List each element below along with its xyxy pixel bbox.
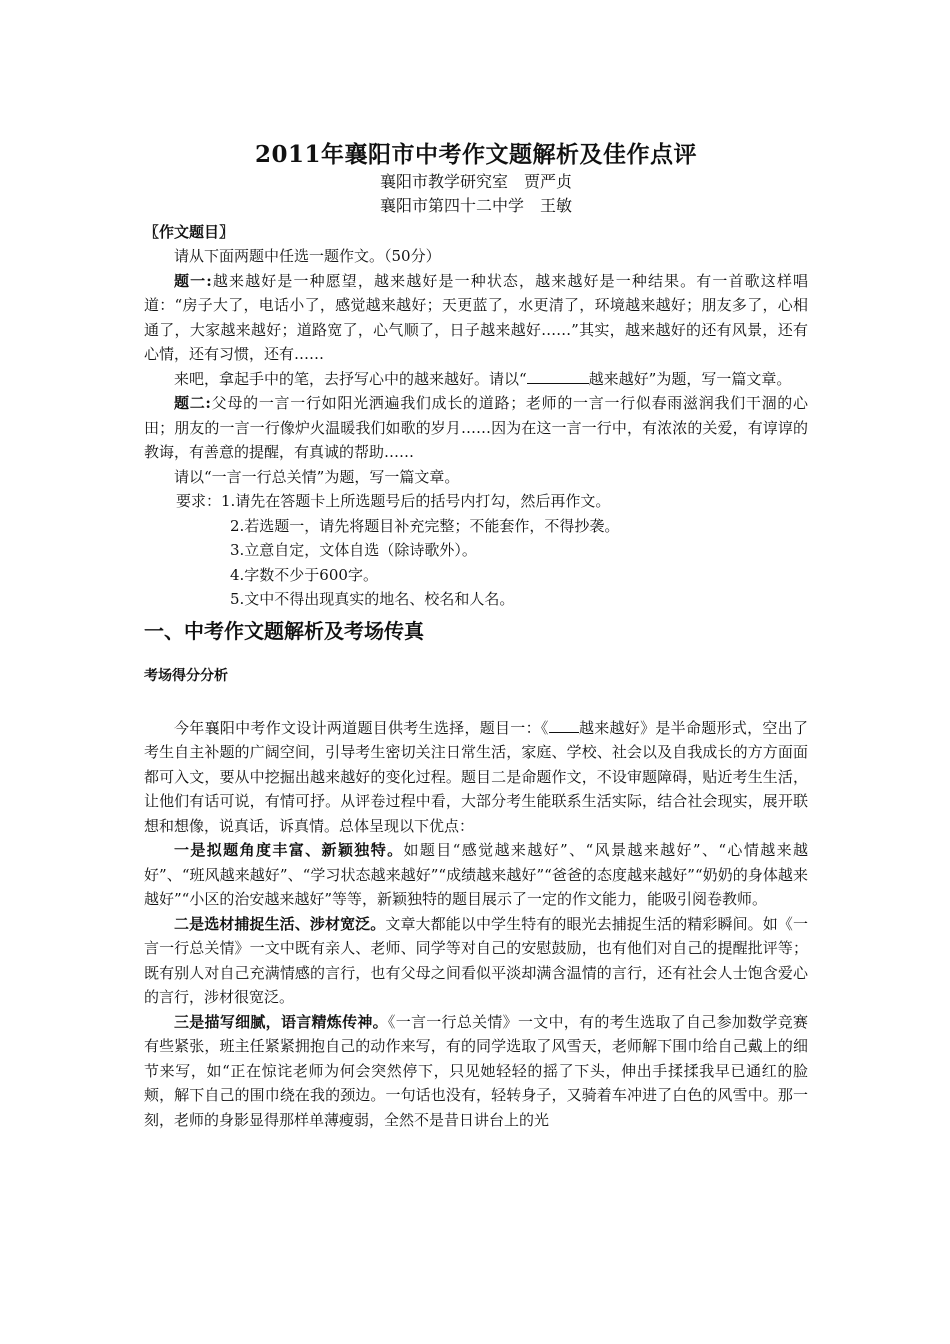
topic2-paragraph bbox=[144, 391, 808, 465]
author-line-1: 襄阳市教学研究室 贾严贞 bbox=[379, 172, 572, 191]
document-page bbox=[144, 140, 808, 1132]
point3-lead: 三是描写细腻，语言精炼传神。 bbox=[174, 1012, 388, 1031]
analysis-point-1 bbox=[144, 838, 808, 912]
analysis-blank bbox=[549, 717, 579, 733]
topic2-instruction: 请以“一言一行总关情”为题，写一篇文章。 bbox=[174, 467, 460, 486]
section1-subheading: 考场得分分析 bbox=[144, 667, 228, 684]
point1-text: 如题目“感觉越来越好”、“风景越来越好”、“心情越来越好”、“班风越来越好”、“学习状态越来越好”“成绩越来越好”“爸爸的态度越来越好”“奶奶的身体越来越好”“小区的治安越来越好”等等，新颖独特的题目展示了一定的作文能力，能吸引阅卷教师。 bbox=[144, 841, 808, 908]
requirement-3: 3.立意自定，文体自选（除诗歌外）。 bbox=[230, 541, 477, 559]
author-line-2: 襄阳市第四十二中学 王敏 bbox=[379, 196, 572, 215]
point2-lead: 二是选材捕捉生活、涉材宽泛。 bbox=[174, 914, 386, 933]
requirement-2: 2.若选题一，请先将题目补充完整；不能套作，不得抄袭。 bbox=[230, 516, 620, 535]
topic1-instruction-pre: 来吧，拿起手中的笔，去抒写心中的越来越好。请以“ bbox=[174, 369, 527, 388]
analysis-para1-post: 越来越好》是半命题形式，空出了考生自主补题的广阔空间，引导考生密切关注日常生活，家庭、学校、社会以及自我成长的方方面面都可入文，要从中挖掘出越来越好的变化过程。题目二是命题作文，不设审题障碍，贴近考生生活，让他们有话可说，有情可抒。从评卷过程中看，大部分考生能联系生活实际，结合社会现实，展开联想和想像，说真话，诉真情。总体呈现以下优点： bbox=[144, 718, 808, 835]
topic2-lead: 题二: bbox=[174, 394, 211, 412]
topic1-text: 越来越好是一种愿望，越来越好是一种状态，越来越好是一种结果。有一首歌这样唱道：“房子大了，电话小了，感觉越来越好；天更蓝了，水更清了，环境越来越好；朋友多了，心相通了，大家越来越好；道路宽了，心气顺了，日子越来越好……”其实，越来越好的还有风景，还有心情，还有习惯，还有…… bbox=[144, 271, 808, 363]
section1-heading: 一、中考作文题解析及考场传真 bbox=[144, 618, 424, 643]
requirement-1: 要求：1.请先在答题卡上所选题号后的括号内打勾，然后再作文。 bbox=[176, 492, 611, 510]
prompt-intro: 请从下面两题中任选一题作文。（50分） bbox=[174, 247, 441, 265]
prompt-section-label: 〖作文题目〗 bbox=[144, 223, 235, 241]
analysis-paragraph-1 bbox=[144, 716, 808, 839]
document-title: 2011年襄阳市中考作文题解析及佳作点评 bbox=[254, 141, 697, 168]
point1-lead: 一是拟题角度丰富、新颖独特。 bbox=[174, 841, 404, 859]
topic1-instruction bbox=[144, 367, 808, 392]
requirement-4: 4.字数不少于600字。 bbox=[230, 565, 378, 584]
point2-text: 文章大都能以中学生特有的眼光去捕捉生活的精彩瞬间。如《一言一行总关情》一文中既有亲人、老师、同学等对自己的安慰鼓励，也有他们对自己的提醒批评等；既有别人对自己充满情感的言行，也有父母之间看似平淡却满含温情的言行，还有社会人士饱含爱心的言行，涉材很宽泛。 bbox=[144, 914, 808, 1006]
topic1-blank bbox=[527, 368, 589, 384]
topic1-lead: 题一: bbox=[174, 271, 212, 290]
point3-text: 《一言一行总关情》一文中，有的考生选取了自己参加数学竞赛有些紧张，班主任紧紧拥抱自己的动作来写，有的同学选取了风雪天，老师解下围巾给自己戴上的细节来写，如“正在惊诧老师为何会突然停下，只见她轻轻的摇了下头，伸出手揉揉我早已通红的脸颊，解下自己的围巾绕在我的颈边。一句话也没有，轻转身子，又骑着车冲进了白色的风雪中。那一刻，老师的身影显得那样单薄瘦弱，全然不是昔日讲台上的光 bbox=[144, 1012, 808, 1129]
topic2-text: 父母的一言一行如阳光洒遍我们成长的道路；老师的一言一行似春雨滋润我们干涸的心田；朋友的一言一行像炉火温暖我们如歌的岁月……因为在这一言一行中，有浓浓的关爱，有谆谆的教诲，有善意的提醒，有真诚的帮助…… bbox=[144, 394, 808, 461]
analysis-point-2 bbox=[144, 912, 808, 1010]
requirement-5: 5.文中不得出现真实的地名、校名和人名。 bbox=[230, 590, 515, 608]
topic1-paragraph bbox=[144, 269, 808, 367]
analysis-point-3 bbox=[144, 1010, 808, 1133]
topic1-instruction-post: 越来越好”为题，写一篇文章。 bbox=[588, 369, 792, 388]
analysis-para1-pre: 今年襄阳中考作文设计两道题目供考生选择，题目一：《 bbox=[174, 718, 549, 737]
